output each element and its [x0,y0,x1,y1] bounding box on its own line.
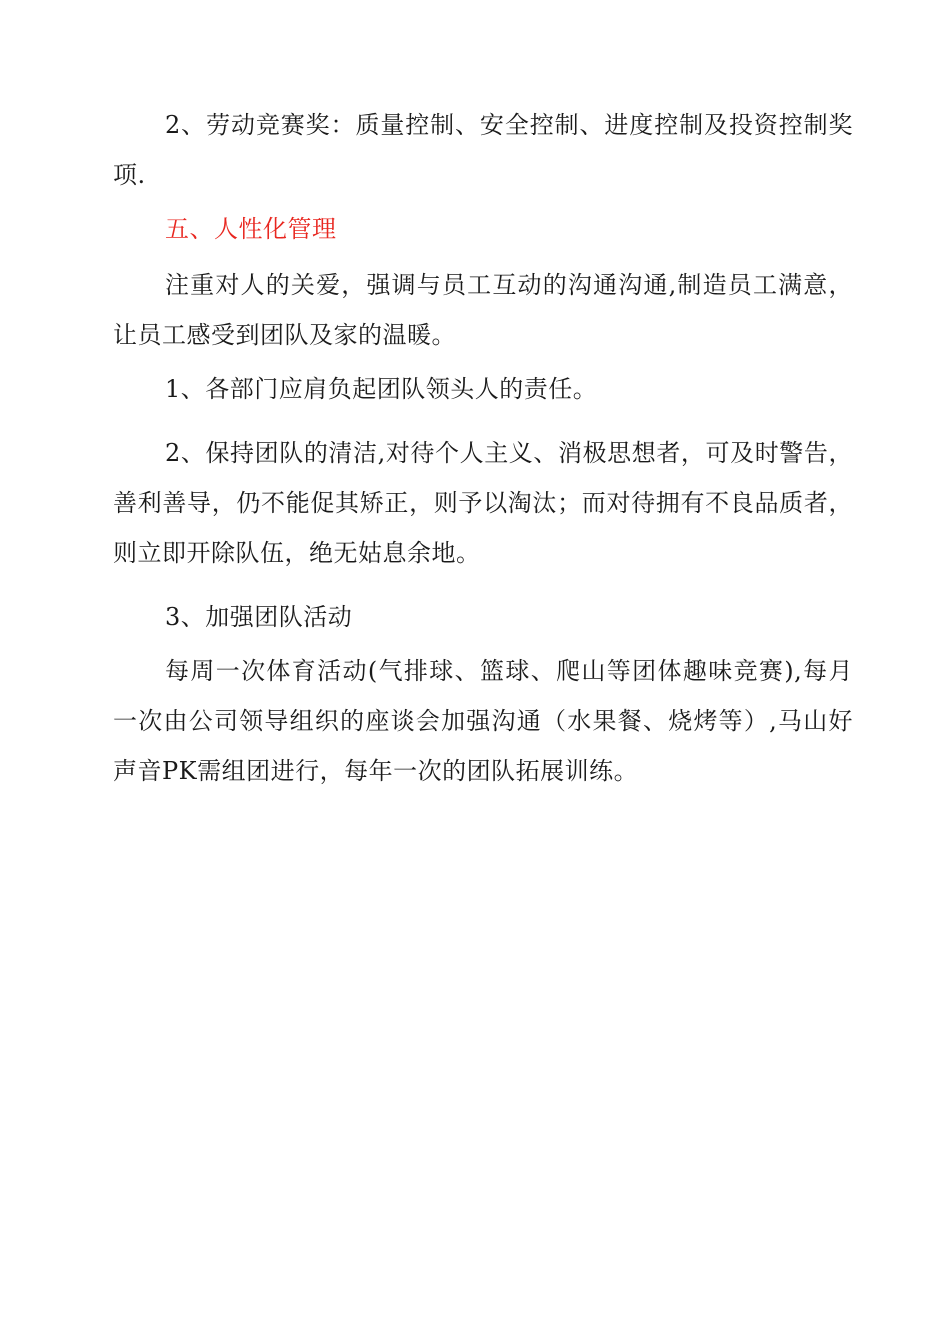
paragraph-labor-competition-award: 2、劳动竞赛奖：质量控制、安全控制、进度控制及投资控制奖项. [113,111,853,189]
paragraph-humane-intro: 注重对人的关爱，强调与员工互动的沟通沟通,制造员工满意，让员工感受到团队及家的温暖。 [113,271,853,349]
paragraph-activities-detail: 每周一次体育活动(气排球、篮球、爬山等团体趣味竞赛),每月一次由公司领导组织的座谈会加强沟通（水果餐、烧烤等）,马山好声音PK需组团进行，每年一次的团队拓展训练。 [113,657,853,785]
section-heading-humane-management: 五、人性化管理 [165,215,337,243]
list-item-team-cleanliness: 2、保持团队的清洁,对待个人主义、消极思想者，可及时警告，善利善导，仍不能促其矫正，则予以淘汰；而对待拥有不良品质者，则立即开除队伍，绝无姑息余地。 [113,439,853,567]
document-body [113,100,853,796]
list-item-team-activities: 3、加强团队活动 [165,603,353,631]
list-item-department-responsibility: 1、各部门应肩负起团队领头人的责任。 [165,375,598,403]
